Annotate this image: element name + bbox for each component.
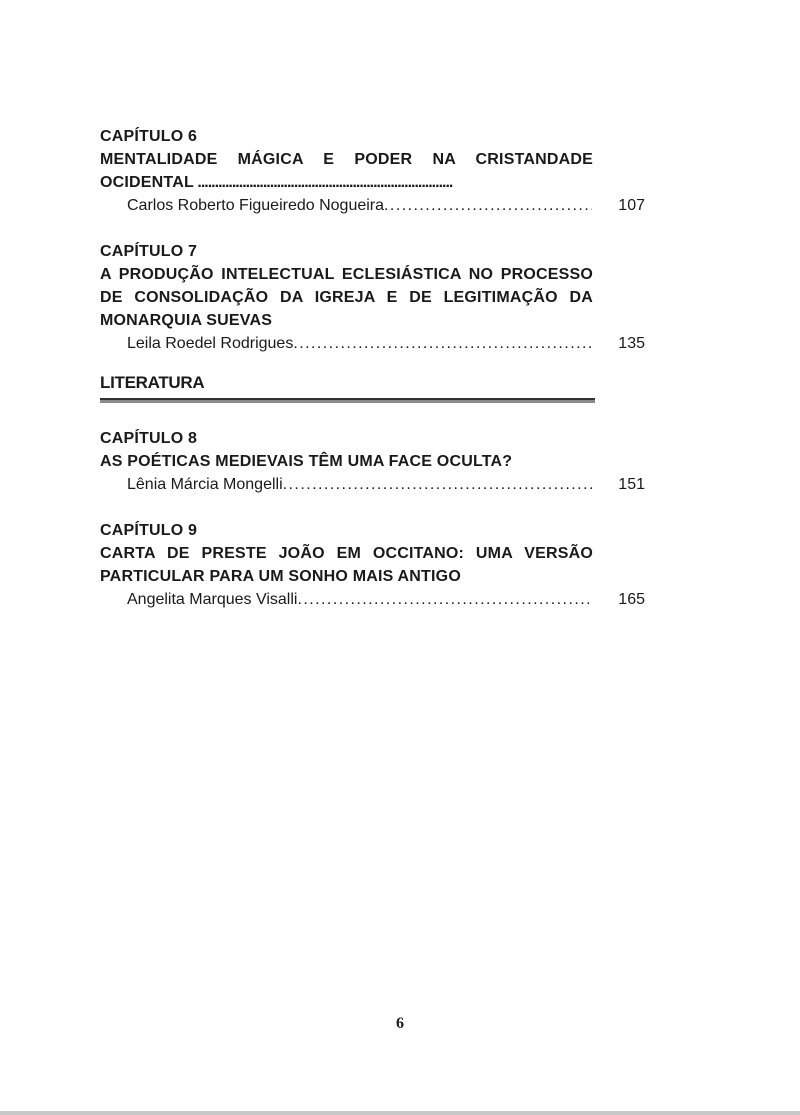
dot-leader (384, 194, 592, 217)
chapter-title: AS POÉTICAS MEDIEVAIS TÊM UMA FACE OCULTA? (100, 453, 513, 470)
page-bottom-edge (0, 1111, 800, 1115)
table-of-contents (100, 125, 645, 611)
author-row (100, 473, 645, 496)
author-row (100, 588, 645, 611)
chapter-page-number: 107 (618, 197, 645, 214)
section-rule (100, 398, 595, 403)
toc-entry-chapter-9 (100, 519, 645, 611)
chapter-label: CAPÍTULO 6 (100, 128, 198, 145)
chapter-page-number: 135 (618, 335, 645, 352)
chapter-title: CARTA DE PRESTE JOÃO EM OCCITANO: UMA VERSÃO PARTICULAR PARA UM SONHO MAIS ANTIGO (100, 545, 593, 585)
chapter-label: CAPÍTULO 9 (100, 522, 198, 539)
dot-leader (297, 588, 592, 611)
chapter-label: CAPÍTULO 8 (100, 430, 198, 447)
section-heading (100, 371, 595, 403)
chapter-title-leader: .......................................................................... (193, 174, 453, 191)
section-title: LITERATURA (100, 373, 205, 392)
author-leader-wrap (127, 194, 592, 217)
page-footer-number: 6 (396, 1015, 404, 1032)
author-row (100, 332, 645, 355)
chapter-title-text: MENTALIDADE MÁGICA E PODER NA CRISTANDADE OCIDENTAL (100, 151, 593, 191)
chapter-author: Angelita Marques Visalli (127, 591, 298, 608)
chapter-author: Leila Roedel Rodrigues (127, 335, 294, 352)
toc-entry-chapter-6 (100, 125, 645, 217)
chapter-title (100, 148, 593, 194)
chapter-label: CAPÍTULO 7 (100, 243, 198, 260)
chapter-page-number: 165 (618, 591, 645, 608)
chapter-author: Carlos Roberto Figueiredo Nogueira (127, 197, 385, 214)
toc-entry-chapter-8 (100, 427, 645, 496)
dot-leader (293, 332, 592, 355)
dot-leader (283, 473, 592, 496)
chapter-title: A PRODUÇÃO INTELECTUAL ECLESIÁSTICA NO PROCESSO DE CONSOLIDAÇÃO DA IGREJA E DE LEGITIMAÇÃO DA MONARQUIA SUEVAS (100, 266, 593, 329)
author-leader-wrap (127, 332, 592, 355)
author-row (100, 194, 645, 217)
author-leader-wrap (127, 473, 592, 496)
toc-entry-chapter-7 (100, 240, 645, 355)
chapter-author: Lênia Márcia Mongelli (127, 476, 283, 493)
chapter-page-number: 151 (618, 476, 645, 493)
author-leader-wrap (127, 588, 592, 611)
